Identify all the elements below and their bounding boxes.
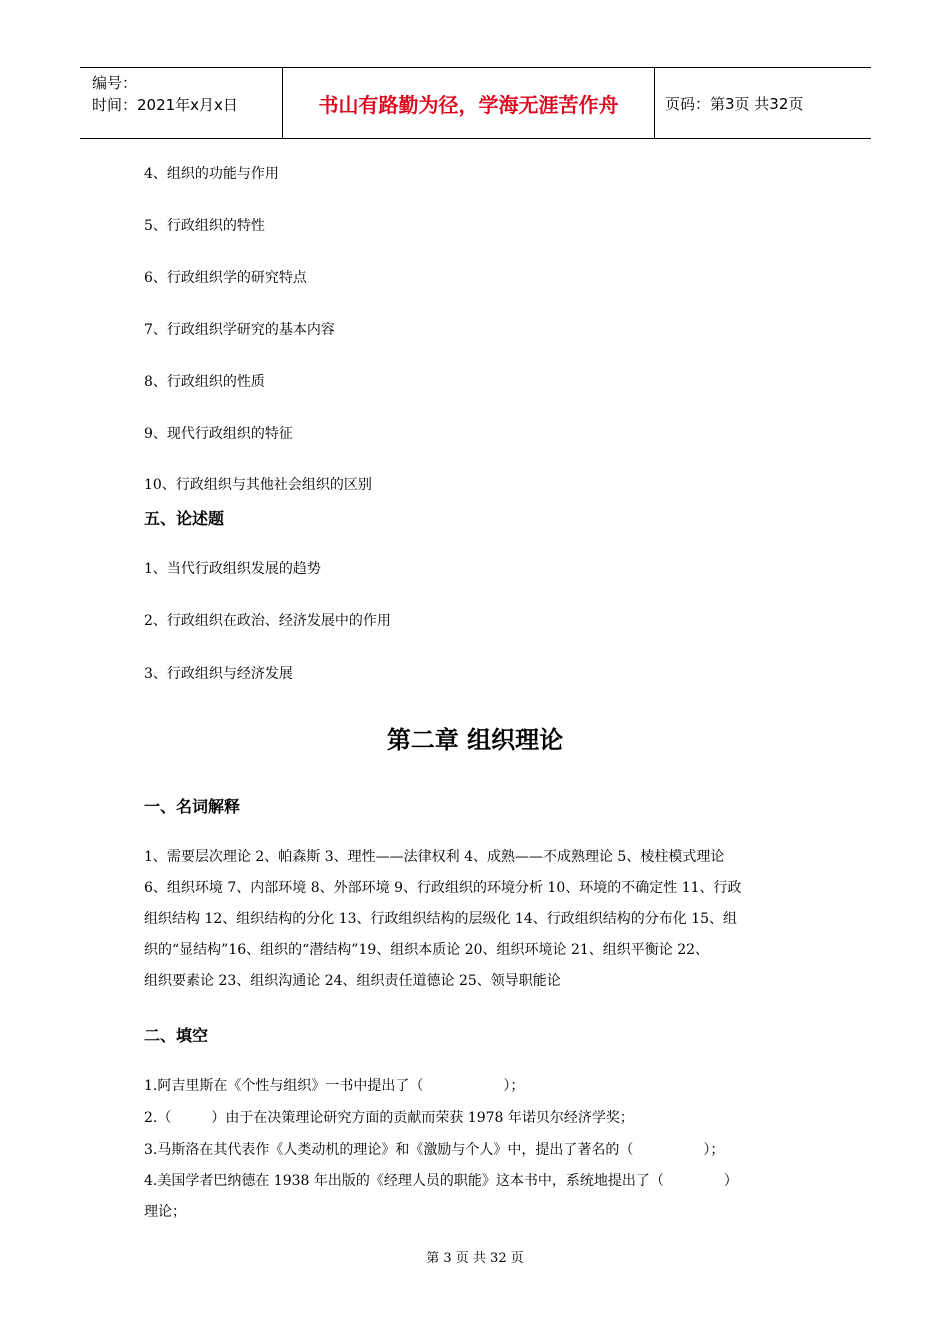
question-4-continuation: 理论； xyxy=(144,1204,186,1220)
question-text: ）； xyxy=(703,1142,725,1158)
question-text: ）； xyxy=(503,1078,525,1094)
list-item: 1、当代行政组织发展的趋势 xyxy=(144,561,321,577)
page-footer: 第 3 页 共 32 页 xyxy=(426,1251,524,1266)
list-item: 3、行政组织与经济发展 xyxy=(144,666,293,682)
list-item: 10、行政组织与其他社会组织的区别 xyxy=(144,477,372,493)
list-item: 5、行政组织的特性 xyxy=(144,218,265,234)
question-4 xyxy=(144,1170,738,1190)
section-heading-terms: 一、名词解释 xyxy=(144,797,241,816)
question-text: ） xyxy=(723,1173,738,1189)
code-label: 编号： xyxy=(92,74,138,92)
terms-line: 1、需要层次理论 2、帕森斯 3、理性——法律权利 4、成熟——不成熟理论 5、棱柱模式理论 xyxy=(144,849,725,865)
question-text: 2.（ xyxy=(144,1110,172,1126)
question-text: 1.阿吉里斯在《个性与组织》一书中提出了（ xyxy=(144,1078,424,1094)
terms-line: 织的“显结构”16、组织的“潜结构”19、组织本质论 20、组织环境论 21、组织平衡论 22、 xyxy=(144,942,710,958)
list-item: 9、现代行政组织的特征 xyxy=(144,426,293,442)
time-label: 时间：2021年x月x日 xyxy=(92,96,238,114)
section-heading-fill: 二、填空 xyxy=(144,1026,209,1045)
question-2 xyxy=(144,1107,634,1127)
list-item: 2、行政组织在政治、经济发展中的作用 xyxy=(144,613,391,629)
list-item: 7、行政组织学研究的基本内容 xyxy=(144,322,335,338)
terms-line: 组织要素论 23、组织沟通论 24、组织责任道德论 25、领导职能论 xyxy=(144,973,561,989)
terms-line: 6、组织环境 7、内部环境 8、外部环境 9、行政组织的环境分析 10、环境的不确定性 11、行政 xyxy=(144,880,742,896)
question-text: ）由于在决策理论研究方面的贡献而荣获 1978 年诺贝尔经济学奖； xyxy=(211,1110,634,1126)
list-item: 8、行政组织的性质 xyxy=(144,374,265,390)
question-text: 4.美国学者巴纳德在 1938 年出版的《经理人员的职能》这本书中，系统地提出了（ xyxy=(144,1173,664,1189)
list-item: 4、组织的功能与作用 xyxy=(144,166,279,182)
question-1 xyxy=(144,1075,524,1095)
terms-paragraph xyxy=(144,842,812,997)
header-meta xyxy=(80,68,282,138)
question-3 xyxy=(144,1139,724,1159)
list-item: 6、行政组织学的研究特点 xyxy=(144,270,307,286)
header-motto: 书山有路勤为径，学海无涯苦作舟 xyxy=(282,68,655,138)
section-heading-essay: 五、论述题 xyxy=(144,509,225,528)
page-header xyxy=(80,67,871,139)
question-text: 3.马斯洛在其代表作《人类动机的理论》和《激励与个人》中，提出了著名的（ xyxy=(144,1142,634,1158)
header-page-info: 页码：第3页 共32页 xyxy=(665,94,804,113)
chapter-title: 第二章 组织理论 xyxy=(386,726,564,754)
terms-line: 组织结构 12、组织结构的分化 13、行政组织结构的层级化 14、行政组织结构的分布化 15、组 xyxy=(144,911,738,927)
